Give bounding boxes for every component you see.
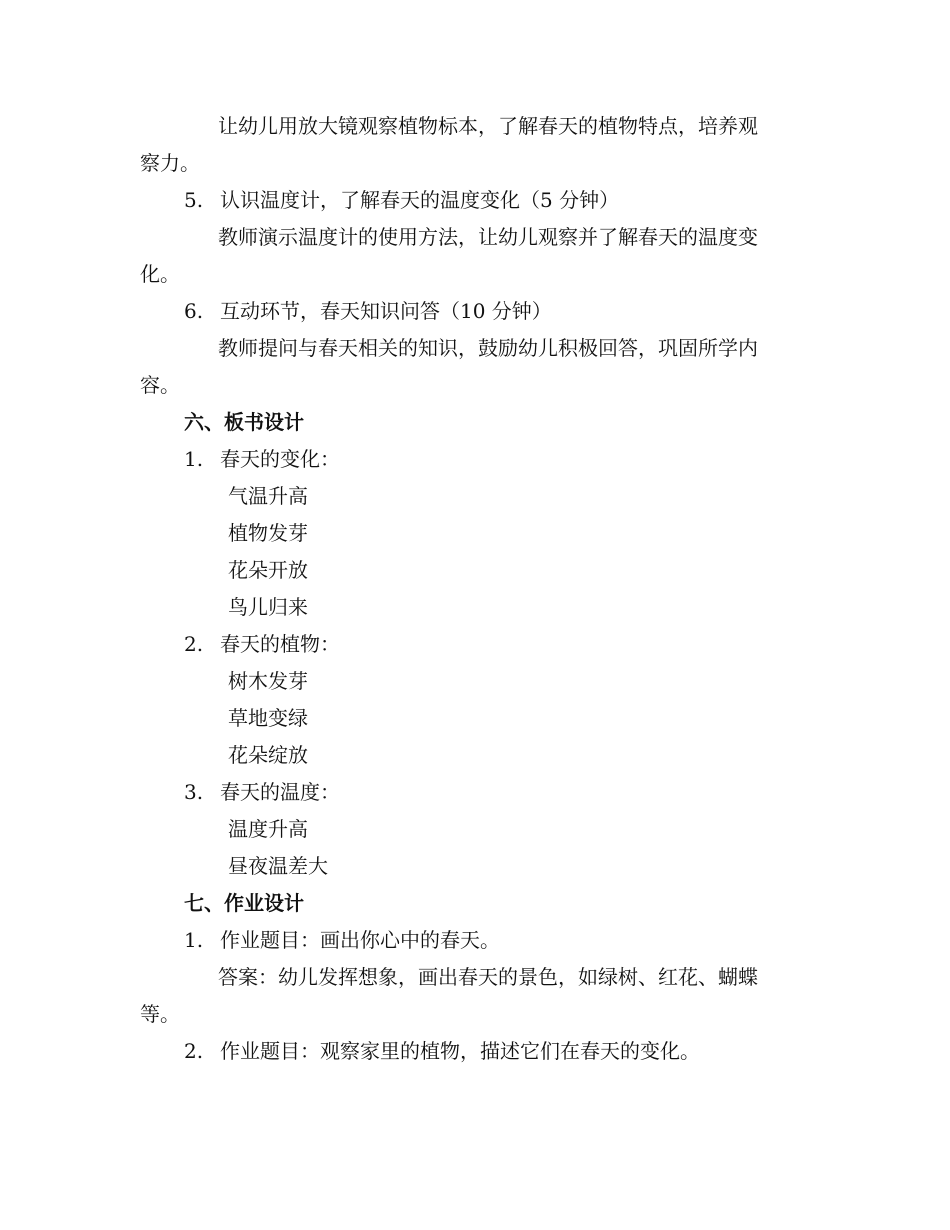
item-text: 春天的变化： — [220, 447, 340, 471]
sub-item: 花朵开放 — [228, 558, 308, 582]
paragraph-line: 化。 — [140, 262, 180, 286]
sub-item: 温度升高 — [228, 817, 308, 841]
numbered-item — [184, 293, 552, 330]
paragraph-line: 答案：幼儿发挥想象，画出春天的景色，如绿树、红花、蝴蝶 — [218, 965, 758, 989]
paragraph-line: 容。 — [140, 373, 180, 397]
item-text: 认识温度计，了解春天的温度变化（5 分钟） — [220, 188, 620, 212]
paragraph-line: 等。 — [140, 1002, 180, 1026]
numbered-item — [184, 626, 340, 663]
item-number: 1. — [184, 928, 204, 952]
numbered-item — [184, 774, 340, 811]
numbered-item — [184, 441, 340, 478]
sub-item: 气温升高 — [228, 484, 308, 508]
item-text: 春天的植物： — [220, 632, 340, 656]
item-number: 1. — [184, 447, 204, 471]
item-number: 6. — [184, 299, 204, 323]
item-number: 2. — [184, 632, 204, 656]
paragraph-line: 让幼儿用放大镜观察植物标本，了解春天的植物特点，培养观 — [218, 114, 758, 138]
item-text: 作业题目：观察家里的植物，描述它们在春天的变化。 — [220, 1039, 700, 1063]
sub-item: 鸟儿归来 — [228, 595, 308, 619]
paragraph-line: 教师提问与春天相关的知识，鼓励幼儿积极回答，巩固所学内 — [218, 336, 758, 360]
section-heading: 六、板书设计 — [184, 410, 304, 434]
paragraph-line: 察力。 — [140, 151, 200, 175]
sub-item: 花朵绽放 — [228, 743, 308, 767]
section-heading: 七、作业设计 — [184, 891, 304, 915]
numbered-item — [184, 182, 619, 219]
sub-item: 植物发芽 — [228, 521, 308, 545]
item-text: 互动环节，春天知识问答（10 分钟） — [220, 299, 552, 323]
paragraph-line: 教师演示温度计的使用方法，让幼儿观察并了解春天的温度变 — [218, 225, 758, 249]
sub-item: 树木发芽 — [228, 669, 308, 693]
sub-item: 草地变绿 — [228, 706, 308, 730]
numbered-item — [184, 922, 500, 959]
item-number: 5. — [184, 188, 204, 212]
item-text: 作业题目：画出你心中的春天。 — [220, 928, 500, 952]
item-text: 春天的温度： — [220, 780, 340, 804]
sub-item: 昼夜温差大 — [228, 854, 328, 878]
numbered-item — [184, 1033, 700, 1070]
item-number: 2. — [184, 1039, 204, 1063]
item-number: 3. — [184, 780, 204, 804]
